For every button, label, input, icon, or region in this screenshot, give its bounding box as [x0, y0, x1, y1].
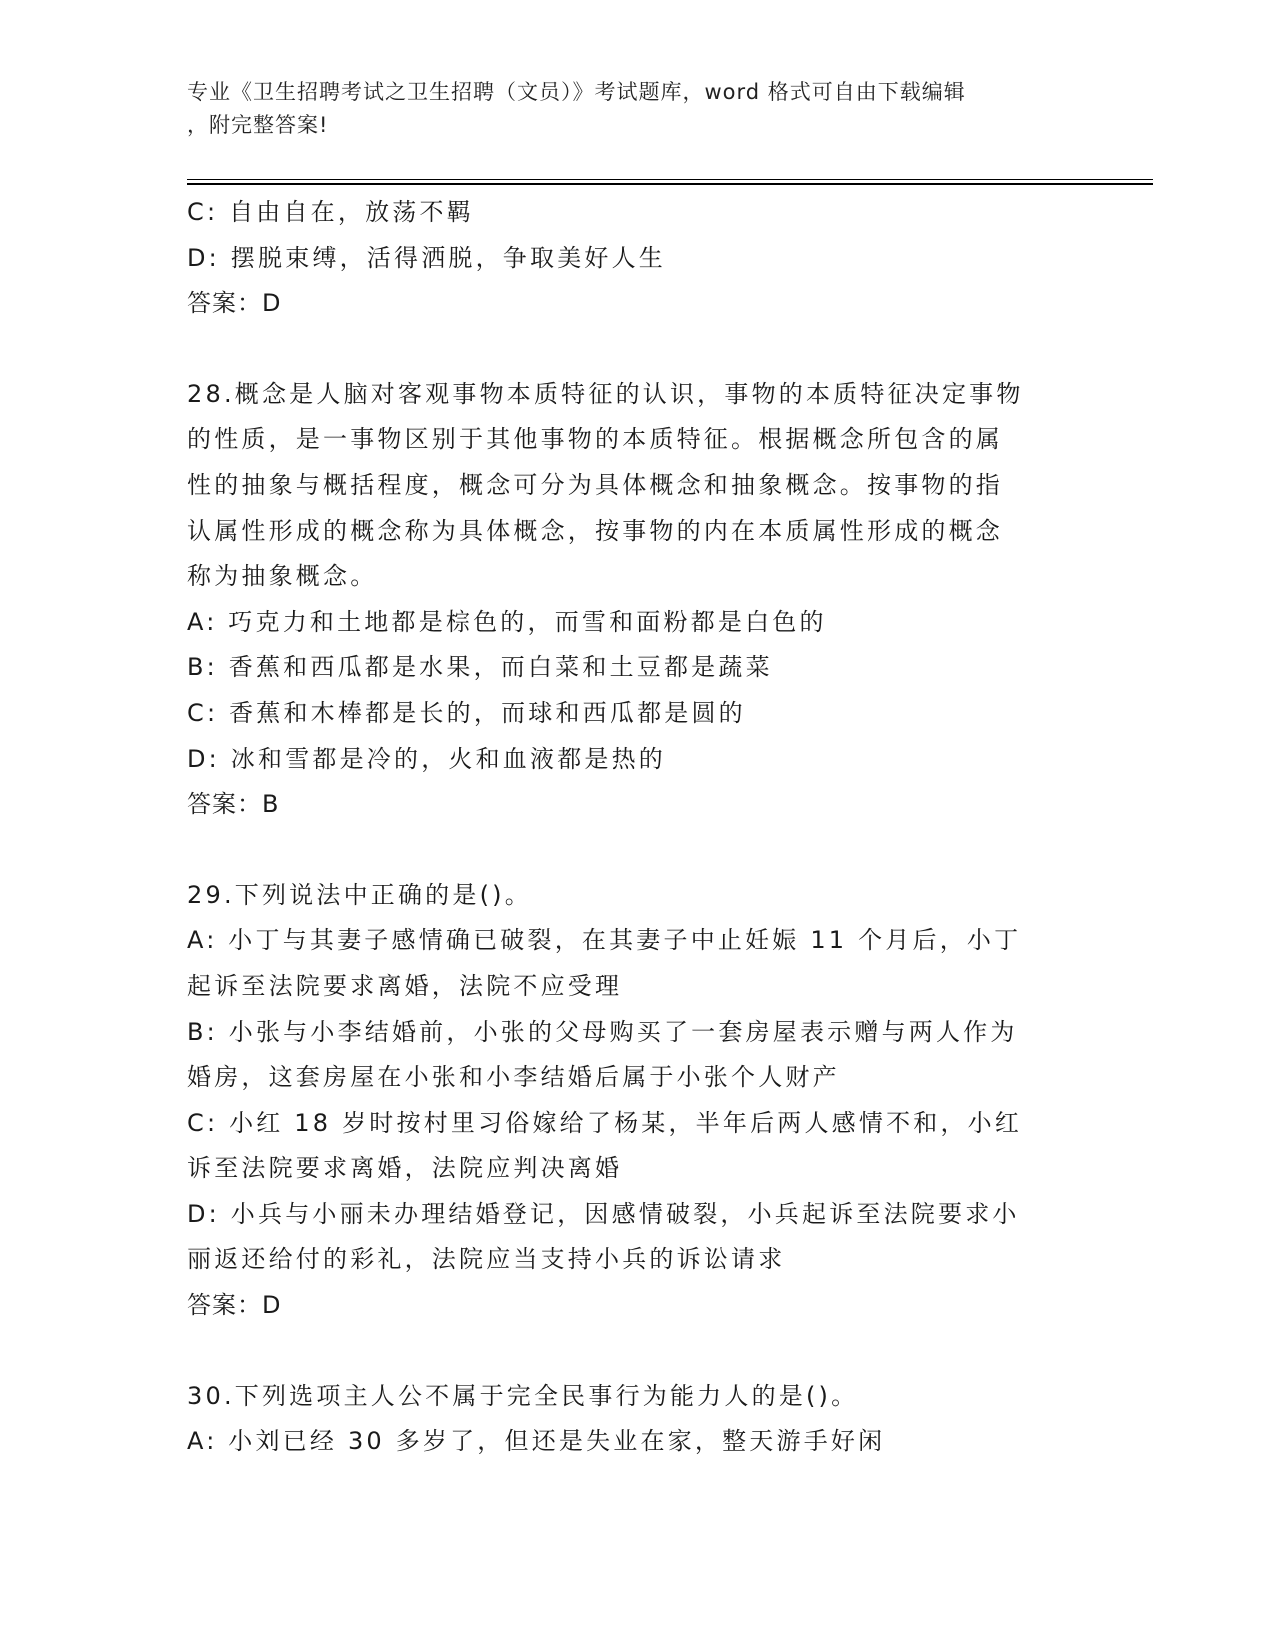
answer: 答案：D	[187, 289, 282, 318]
option-b-line: B: 小张与小李结婚前，小张的父母购买了一套房屋表示赠与两人作为	[187, 1017, 1018, 1046]
option-d: D: 摆脱束缚，活得洒脱，争取美好人生	[187, 243, 666, 272]
question-stem-line: 性的抽象与概括程度，概念可分为具体概念和抽象概念。按事物的指	[187, 470, 1003, 499]
option-a: A: 巧克力和土地都是棕色的，而雪和面粉都是白色的	[187, 607, 827, 636]
document-body	[187, 190, 1087, 1465]
answer: 答案：B	[187, 790, 280, 819]
spacer	[187, 1329, 1087, 1374]
header-divider-thick	[187, 183, 1153, 185]
spacer	[187, 327, 1087, 372]
question-27-tail	[187, 190, 1087, 327]
option-b-line: 婚房，这套房屋在小张和小李结婚后属于小张个人财产	[187, 1063, 840, 1092]
spacer	[187, 828, 1087, 873]
question-stem-line: 的性质，是一事物区别于其他事物的本质特征。根据概念所包含的属	[187, 425, 1003, 454]
option-d-line: 丽返还给付的彩礼，法院应当支持小兵的诉讼请求	[187, 1245, 786, 1274]
option-d: D: 冰和雪都是冷的，火和血液都是热的	[187, 744, 666, 773]
option-c: C: 自由自在，放荡不羁	[187, 198, 474, 226]
question-stem-line: 认属性形成的概念称为具体概念，按事物的内在本质属性形成的概念	[187, 516, 1003, 545]
question-stem: 30.下列选项主人公不属于完全民事行为能力人的是()。	[187, 1381, 859, 1410]
option-a-line: A: 小丁与其妻子感情确已破裂，在其妻子中止妊娠 11 个月后，小丁	[187, 926, 1022, 955]
option-c: C: 香蕉和木棒都是长的，而球和西瓜都是圆的	[187, 698, 746, 727]
option-c-line: C: 小红 18 岁时按村里习俗嫁给了杨某，半年后两人感情不和，小红	[187, 1108, 1023, 1137]
answer: 答案：D	[187, 1291, 282, 1320]
question-29	[187, 873, 1087, 1329]
option-a: A: 小刘已经 30 多岁了，但还是失业在家，整天游手好闲	[187, 1427, 886, 1456]
question-stem-line: 28.概念是人脑对客观事物本质特征的认识，事物的本质特征决定事物	[187, 379, 1024, 408]
header-line-1: 专业《卫生招聘考试之卫生招聘（文员）》考试题库，word 格式可自由下载编辑	[187, 80, 966, 104]
question-30	[187, 1374, 1087, 1465]
option-d-line: D: 小兵与小丽未办理结婚登记，因感情破裂，小兵起诉至法院要求小	[187, 1199, 1020, 1228]
option-c-line: 诉至法院要求离婚，法院应判决离婚	[187, 1154, 623, 1183]
header-divider-thin	[187, 179, 1153, 180]
header-line-2: ，附完整答案!	[187, 113, 329, 137]
option-b: B: 香蕉和西瓜都是水果，而白菜和土豆都是蔬菜	[187, 653, 773, 682]
option-a-line: 起诉至法院要求离婚，法院不应受理	[187, 971, 623, 1000]
question-stem-line: 称为抽象概念。	[187, 562, 378, 591]
question-28	[187, 372, 1087, 828]
question-stem: 29.下列说法中正确的是()。	[187, 880, 532, 909]
document-header	[187, 76, 1067, 142]
